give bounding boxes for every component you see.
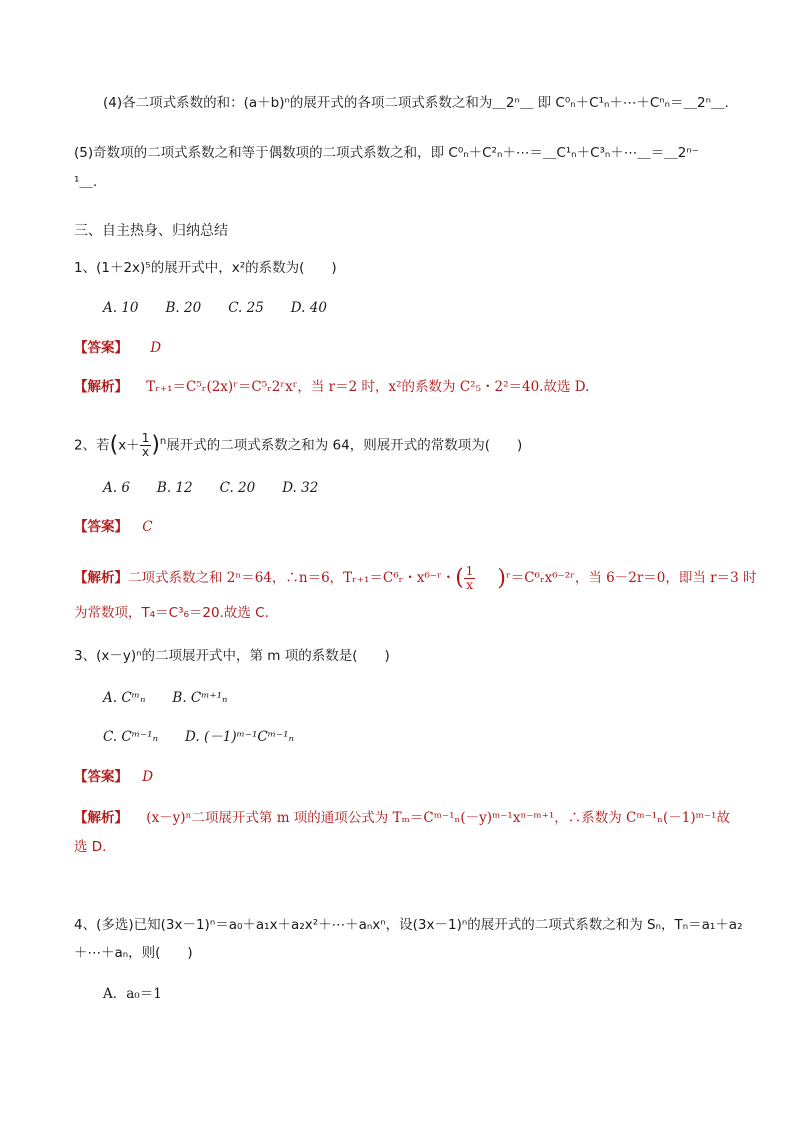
- fraction-numerator: 1: [465, 564, 474, 578]
- analysis-text: (x－y)ⁿ二项展开式第 m 项的通项公式为 Tₘ＝Cᵐ⁻¹ₙ(－y)ᵐ⁻¹xⁿ⁻ᵐ⁺¹，∴系数为 Cᵐ⁻¹ₙ(－1)ᵐ⁻¹故: [146, 810, 730, 826]
- question-3-analysis: [74, 808, 730, 828]
- question-3-answer: [74, 767, 153, 787]
- answer-value: C: [142, 519, 153, 535]
- question-1-analysis: [74, 377, 589, 397]
- fraction-denominator: x: [466, 578, 473, 592]
- question-4-option-a: A．a₀＝1: [103, 986, 162, 1002]
- section-heading: 三、自主热身、归纳总结: [74, 223, 228, 239]
- answer-label: 【答案】: [74, 519, 128, 535]
- question-2-options: A. 6 B. 12 C. 20 D. 32: [103, 480, 319, 496]
- question-4-stem-line2: ＋⋯＋aₙ，则( ): [74, 945, 193, 961]
- item-4-binomial-sum: (4)各二项式系数的和：(a＋b)ⁿ的展开式的各项二项式系数之和为＿2ⁿ＿ 即 C⁰ₙ＋C¹ₙ＋⋯＋Cⁿₙ＝＿2ⁿ＿.: [103, 95, 729, 111]
- open-paren: (: [109, 432, 119, 458]
- analysis-suffix: ʳ＝C⁶ᵣx⁶⁻²ʳ，当 6－2r＝0，即当 r＝3 时: [506, 570, 757, 586]
- question-2-stem: [74, 425, 522, 463]
- stem-suffix: 展开式的二项式系数之和为 64，则展开式的常数项为( ): [166, 437, 523, 454]
- analysis-label: 【解析】: [74, 379, 128, 395]
- fraction-one-over-x: [140, 432, 152, 459]
- question-1-stem: 1、(1＋2x)⁵的展开式中，x²的系数为( ): [74, 260, 337, 276]
- question-1-options: A. 10 B. 20 C. 25 D. 40: [103, 300, 327, 316]
- question-4-stem: 4、(多选)已知(3x－1)ⁿ＝a₀＋a₁x＋a₂x²＋⋯＋aₙxⁿ，设(3x－1)ⁿ的展开式的二项式系数之和为 Sₙ，Tₙ＝a₁＋a₂: [74, 917, 743, 933]
- fraction-one-over-x: [464, 565, 476, 592]
- exponent-n: n: [159, 436, 167, 447]
- answer-label: 【答案】: [74, 769, 128, 785]
- analysis-label: 【解析】: [74, 570, 128, 586]
- fraction-numerator: 1: [141, 431, 150, 445]
- question-2-answer: [74, 517, 153, 537]
- close-paren: ): [497, 565, 507, 591]
- question-3-stem: 3、(x－y)ⁿ的二项展开式中，第 m 项的系数是( ): [74, 648, 390, 664]
- close-paren: ): [151, 432, 160, 458]
- question-3-options-cd: C. Cᵐ⁻¹ₙ D. (－1)ᵐ⁻¹Cᵐ⁻¹ₙ: [103, 729, 295, 745]
- open-paren: (: [455, 565, 464, 591]
- analysis-label: 【解析】: [74, 810, 128, 826]
- answer-value: D: [142, 769, 154, 785]
- stem-x: x＋: [118, 437, 140, 454]
- question-1-answer: [74, 338, 161, 358]
- item-5-continuation: ¹＿.: [74, 174, 98, 190]
- analysis-text: Tᵣ₊₁＝C⁵ᵣ(2x)ʳ＝C⁵ᵣ2ʳxʳ，当 r＝2 时，x²的系数为 C²₅・2²＝40.故选 D.: [146, 379, 590, 395]
- question-3-options-ab: A. Cᵐₙ B. Cᵐ⁺¹ₙ: [103, 690, 228, 706]
- analysis-prefix: 二项式系数之和 2ⁿ＝64，∴n＝6，Tᵣ₊₁＝C⁶ᵣ・x⁶⁻ʳ・: [128, 570, 456, 586]
- question-2-analysis-line2: 为常数项，T₄＝C³₆＝20.故选 C.: [74, 605, 269, 621]
- question-3-analysis-line2: 选 D.: [74, 839, 107, 855]
- stem-prefix: 2、若: [74, 437, 110, 454]
- question-2-analysis: [74, 561, 757, 595]
- answer-value: D: [150, 340, 162, 356]
- item-5-odd-even-sum: (5)奇数项的二项式系数之和等于偶数项的二项式系数之和，即 C⁰ₙ＋C²ₙ＋⋯＝＿C¹ₙ＋C³ₙ＋⋯＿＝＿2ⁿ⁻: [74, 145, 699, 161]
- fraction-denominator: x: [141, 445, 150, 459]
- answer-label: 【答案】: [74, 340, 128, 356]
